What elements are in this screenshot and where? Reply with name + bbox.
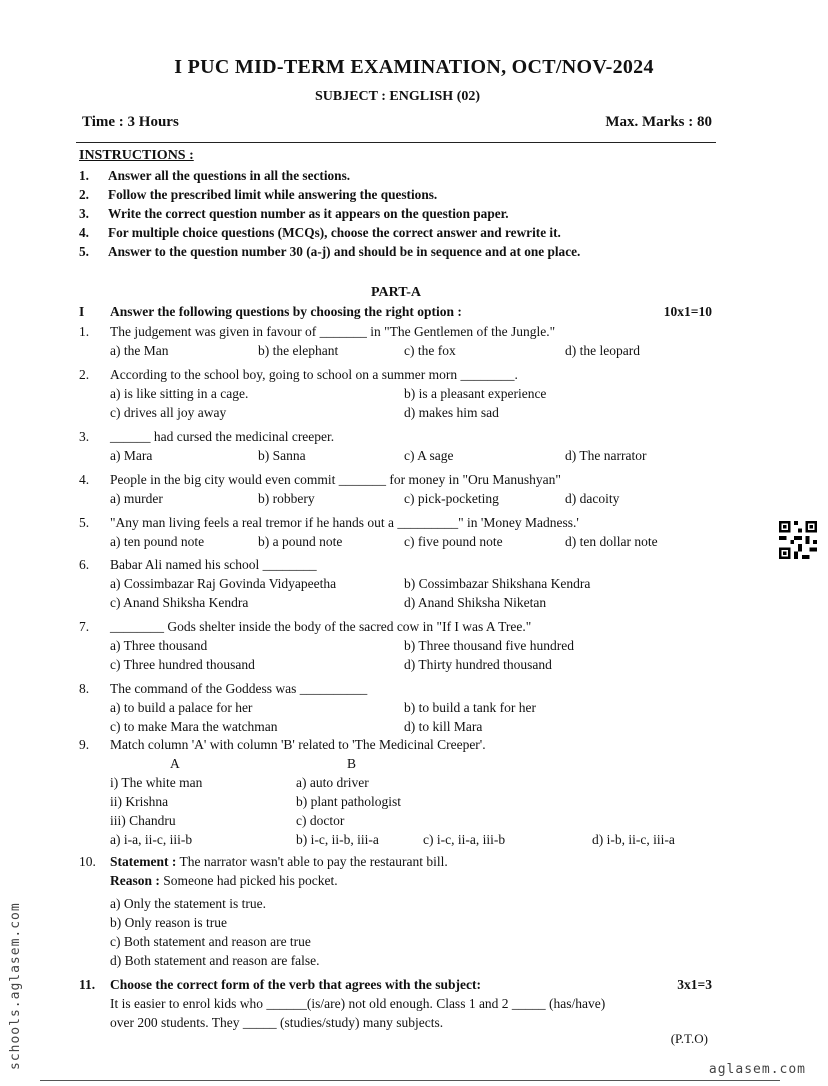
question-6: 6. Babar Ali named his school ________ a) Cossimbazar Raj Govinda Vidyapeetha b) Cossimbazar Shikshana Kendra c) Anand Shiksha Kendra d) Anand Shiksha Niketan xyxy=(79,555,719,612)
instruction-item: 3. Write the correct question number as it appears on the question paper. xyxy=(79,206,509,221)
option: b) Only reason is true xyxy=(110,915,227,930)
max-marks: Max. Marks : 80 xyxy=(605,114,712,130)
header-divider xyxy=(76,142,716,143)
instruction-item: 2. Follow the prescribed limit while answering the questions. xyxy=(79,187,438,202)
option: c) i-c, ii-a, iii-b xyxy=(423,832,506,847)
match-row: ii) Krishna b) plant pathologist xyxy=(110,794,401,809)
option: a) ten pound note xyxy=(110,534,205,549)
question-2: 2. According to the school boy, going to school on a summer morn ________. a) is like sitting in a cage. b) is a pleasant experience c) drives all joy away d) makes him sad xyxy=(79,365,719,422)
option: b) Sanna xyxy=(258,448,306,463)
instruction-item: 4. For multiple choice questions (MCQs), choose the correct answer and rewrite it. xyxy=(79,225,561,240)
options-row xyxy=(110,574,719,593)
footer-watermark: aglasem.com xyxy=(708,1062,806,1077)
option: c) Three hundred thousand xyxy=(110,657,255,672)
option: a) is like sitting in a cage. xyxy=(110,386,249,401)
instruction-item: 5. Answer to the question number 30 (a-j) and should be in sequence and at one place. xyxy=(79,244,581,259)
option: d) the leopard xyxy=(565,343,640,358)
question-4: 4. People in the big city would even commit _______ for money in "Oru Manushyan" a) murder b) robbery c) pick-pocketing d) dacoity xyxy=(79,470,719,508)
subject-line: SUBJECT : ENGLISH (02) xyxy=(314,89,481,104)
option: c) pick-pocketing xyxy=(404,491,499,506)
question-stem: The command of the Goddess was __________ xyxy=(110,681,368,696)
column-b-heading: B xyxy=(347,756,357,771)
column-a-heading: A xyxy=(170,756,180,771)
option: b) Cossimbazar Shikshana Kendra xyxy=(404,576,591,591)
question-stem: Match column 'A' with column 'B' related to 'The Medicinal Creeper'. xyxy=(110,737,486,752)
option: a) Three thousand xyxy=(110,638,208,653)
options-row xyxy=(110,384,719,403)
option: d) The narrator xyxy=(565,448,647,463)
question-stem: According to the school boy, going to school on a summer morn ________. xyxy=(110,367,518,382)
option: b) is a pleasant experience xyxy=(404,386,547,401)
question-10: 10. Statement : The narrator wasn't able to pay the restaurant bill. Reason : Someone had picked his pocket. a) Only the statement is true. b) Only reason is true c) Both statement and reason are true d) Both statement and reason are false. xyxy=(79,852,719,970)
option: c) the fox xyxy=(404,343,456,358)
options-row xyxy=(110,830,719,849)
qr-code-icon xyxy=(779,521,817,559)
question-11-marks: 3x1=3 xyxy=(677,977,712,992)
option: c) drives all joy away xyxy=(110,405,227,420)
option: d) ten dollar note xyxy=(565,534,658,549)
instructions-heading: INSTRUCTIONS : xyxy=(79,148,194,163)
question-stem: Babar Ali named his school ________ xyxy=(110,557,317,572)
option: b) i-c, ii-b, iii-a xyxy=(296,832,379,847)
section-i-heading: I Answer the following questions by choosing the right option : 10x1=10 xyxy=(79,304,712,319)
option: d) Thirty hundred thousand xyxy=(404,657,552,672)
question-9: 9. Match column 'A' with column 'B' related to 'The Medicinal Creeper'. A B i) The white man a) auto driver ii) Krishna b) plant pathologist iii) Chandru c) doctor a) i-a, ii-c, iii-b b) i-c, ii-b, iii-a c) i-c, ii-a, iii-b d) i-b, ii-c, iii-a xyxy=(79,735,719,849)
option: d) makes him sad xyxy=(404,405,499,420)
question-8: 8. The command of the Goddess was __________ a) to build a palace for her b) to build a tank for her c) to make Mara the watchman d) to kill Mara xyxy=(79,679,719,736)
match-column-headers xyxy=(110,754,719,773)
pto-note: (P.T.O) xyxy=(670,1031,708,1046)
options-row xyxy=(110,446,719,465)
options-row xyxy=(110,489,719,508)
question-line: over 200 students. They _____ (studies/study) many subjects. xyxy=(110,1015,444,1030)
reason-line: Reason : Someone had picked his pocket. xyxy=(110,873,338,888)
option: d) i-b, ii-c, iii-a xyxy=(592,832,675,847)
options-row xyxy=(110,655,719,674)
question-5: 5. "Any man living feels a real tremor if he hands out a _________" in 'Money Madness.' a) ten pound note b) a pound note c) five pound note d) ten dollar note xyxy=(79,513,719,551)
question-stem: ______ had cursed the medicinal creeper. xyxy=(110,429,335,444)
option: d) Both statement and reason are false. xyxy=(110,953,320,968)
instructions-list xyxy=(79,166,719,261)
option: a) to build a palace for her xyxy=(110,700,253,715)
options-row xyxy=(110,403,719,422)
option: b) robbery xyxy=(258,491,315,506)
question-stem: The judgement was given in favour of _______ in "The Gentlemen of the Jungle." xyxy=(110,324,556,339)
options-row xyxy=(110,717,719,736)
options-row xyxy=(110,698,719,717)
match-row: iii) Chandru c) doctor xyxy=(110,813,345,828)
option: a) Cossimbazar Raj Govinda Vidyapeetha xyxy=(110,576,337,591)
question-stem: ________ Gods shelter inside the body of the sacred cow in "If I was A Tree." xyxy=(110,619,532,634)
option: c) A sage xyxy=(404,448,454,463)
question-1: 1. The judgement was given in favour of _______ in "The Gentlemen of the Jungle." a) the Man b) the elephant c) the fox d) the leopard xyxy=(79,322,719,360)
section-i-marks: 10x1=10 xyxy=(663,304,712,319)
options-row xyxy=(110,341,719,360)
question-7: 7. ________ Gods shelter inside the body of the sacred cow in "If I was A Tree." a) Three thousand b) Three thousand five hundred c) Three hundred thousand d) Thirty hundred thousand xyxy=(79,617,719,674)
option: c) five pound note xyxy=(404,534,503,549)
part-a-heading: PART-A xyxy=(370,285,422,300)
question-line: It is easier to enrol kids who ______(is/are) not old enough. Class 1 and 2 _____ (has/have) xyxy=(110,996,606,1011)
question-11: 11. Choose the correct form of the verb that agrees with the subject: 3x1=3 It is easier to enrol kids who ______(is/are) not old enough. Class 1 and 2 _____ (has/have) over 200 students. They _____ (studies/study) many subjects. xyxy=(79,977,712,1030)
option: a) Mara xyxy=(110,448,153,463)
option: b) the elephant xyxy=(258,343,339,358)
option: c) Anand Shiksha Kendra xyxy=(110,595,249,610)
options-row xyxy=(110,593,719,612)
statement-line: Statement : The narrator wasn't able to pay the restaurant bill. xyxy=(110,854,448,869)
bottom-rule xyxy=(40,1080,780,1081)
question-stem: People in the big city would even commit _______ for money in "Oru Manushyan" xyxy=(110,472,561,487)
side-watermark: schools.aglasem.com xyxy=(8,902,23,1070)
match-row: i) The white man a) auto driver xyxy=(110,775,369,790)
option: d) dacoity xyxy=(565,491,620,506)
option: b) a pound note xyxy=(258,534,343,549)
option: b) Three thousand five hundred xyxy=(404,638,574,653)
question-3: 3. ______ had cursed the medicinal creeper. a) Mara b) Sanna c) A sage d) The narrator xyxy=(79,427,719,465)
option: b) to build a tank for her xyxy=(404,700,536,715)
options-row xyxy=(110,636,719,655)
instruction-item: 1. Answer all the questions in all the sections. xyxy=(79,168,351,183)
option: c) Both statement and reason are true xyxy=(110,934,311,949)
option: d) to kill Mara xyxy=(404,719,483,734)
option: d) Anand Shiksha Niketan xyxy=(404,595,547,610)
question-heading: Choose the correct form of the verb that agrees with the subject: xyxy=(110,977,482,992)
option: a) Only the statement is true. xyxy=(110,896,266,911)
option: a) the Man xyxy=(110,343,169,358)
options-row xyxy=(110,532,719,551)
option: a) murder xyxy=(110,491,163,506)
exam-title: I PUC MID-TERM EXAMINATION, OCT/NOV-2024 xyxy=(174,56,654,78)
time-allowed: Time : 3 Hours xyxy=(82,114,179,130)
option: c) to make Mara the watchman xyxy=(110,719,278,734)
option: a) i-a, ii-c, iii-b xyxy=(110,832,193,847)
question-stem: "Any man living feels a real tremor if he hands out a _________" in 'Money Madness.' xyxy=(110,515,579,530)
